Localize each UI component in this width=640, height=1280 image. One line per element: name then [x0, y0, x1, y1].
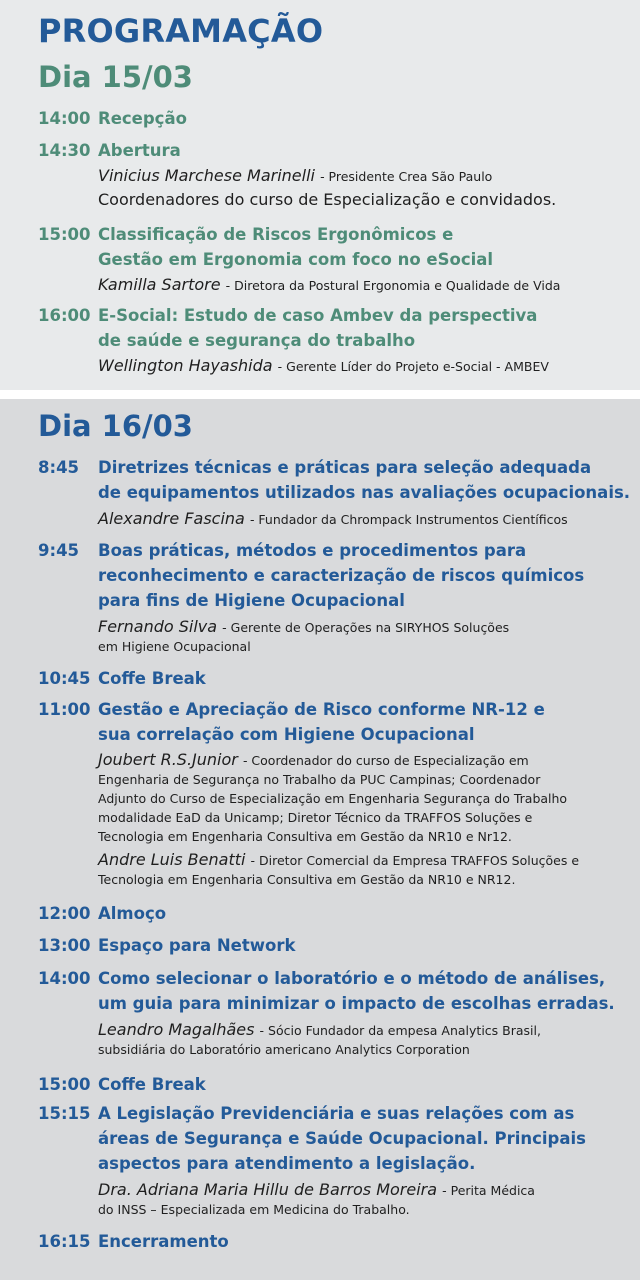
speaker-role-line: modalidade EaD da Unicamp; Diretor Técnico da TRAFFOS Soluções e — [98, 810, 533, 825]
speaker-name: Vinicius Marchese Marinelli — [98, 166, 315, 185]
speaker-name: Joubert R.S.Junior — [98, 750, 238, 769]
day1-section — [0, 0, 640, 390]
item-title-line: Como selecionar o laboratório e o método de análises, — [98, 969, 606, 988]
speaker-role-line: Adjunto do Curso de Especialização em Engenharia Segurança do Trabalho — [98, 791, 568, 806]
speaker-role-line: Tecnologia em Engenharia Consultiva em Gestão da NR10 e Nr12. — [98, 829, 512, 844]
item-title-line: de equipamentos utilizados nas avaliações ocupacionais. — [98, 483, 631, 502]
speaker-role-line: do INSS – Especializada em Medicina do Trabalho. — [98, 1202, 410, 1217]
speaker-name: Leandro Magalhães — [98, 1020, 255, 1039]
day2-title: Dia 16/03 — [38, 409, 193, 443]
speaker-role: - Fundador da Chrompack Instrumentos Científicos — [249, 512, 568, 527]
speaker-role-line: em Higiene Ocupacional — [98, 639, 251, 654]
item-title: Encerramento — [98, 1232, 229, 1251]
speaker-name: Kamilla Sartore — [98, 275, 221, 294]
speaker-line — [98, 1019, 541, 1041]
item-title-line: um guia para minimizar o impacto de escolhas erradas. — [98, 994, 615, 1013]
program-title: PROGRAMAÇÃO — [38, 12, 324, 50]
item-title: Coffe Break — [98, 669, 206, 688]
item-title-line: Classificação de Riscos Ergonômicos e — [98, 225, 454, 244]
speaker-name: Andre Luis Benatti — [98, 850, 246, 869]
speaker-role: - Perita Médica — [442, 1183, 535, 1198]
item-title-line: E-Social: Estudo de caso Ambev da perspectiva — [98, 306, 538, 325]
speaker-line — [98, 749, 529, 771]
speaker-name: Wellington Hayashida — [98, 356, 273, 375]
item-title-line: Boas práticas, métodos e procedimentos para — [98, 541, 527, 560]
speaker-role-line: subsidiária do Laboratório americano Analytics Corporation — [98, 1042, 470, 1057]
speaker-name: Dra. Adriana Maria Hillu de Barros Moreira — [98, 1180, 438, 1199]
item-time: 12:00 — [38, 904, 91, 923]
item-time: 15:00 — [38, 1075, 91, 1094]
item-title: Espaço para Network — [98, 936, 296, 955]
speaker-role-line: Engenharia de Segurança no Trabalho da PUC Campinas; Coordenador — [98, 772, 541, 787]
item-time: 16:15 — [38, 1232, 91, 1251]
day2-section — [0, 399, 640, 1280]
speaker-role: - Gerente de Operações na SIRYHOS Soluções — [222, 620, 510, 635]
speaker-name: Alexandre Fascina — [98, 509, 245, 528]
item-title: Abertura — [98, 141, 181, 160]
item-title: Coffe Break — [98, 1075, 206, 1094]
speaker-line — [98, 508, 568, 530]
speaker-role: - Diretora da Postural Ergonomia e Qualidade de Vida — [225, 278, 561, 293]
speaker-line — [98, 616, 509, 638]
item-time: 16:00 — [38, 306, 91, 325]
item-title-line: Diretrizes técnicas e práticas para seleção adequada — [98, 458, 592, 477]
item-title-line: áreas de Segurança e Saúde Ocupacional. Principais — [98, 1129, 586, 1148]
item-time: 14:00 — [38, 969, 91, 988]
item-title-line: reconhecimento e caracterização de riscos químicos — [98, 566, 585, 585]
day1-title: Dia 15/03 — [38, 60, 193, 94]
item-title-line: aspectos para atendimento a legislação. — [98, 1154, 476, 1173]
speaker-role: - Diretor Comercial da Empresa TRAFFOS Soluções e — [250, 853, 580, 868]
speaker-line — [98, 274, 560, 296]
speaker-line — [98, 355, 549, 377]
speaker-line — [98, 849, 579, 871]
speaker-name: Fernando Silva — [98, 617, 218, 636]
item-title: Almoço — [98, 904, 167, 923]
item-time: 14:30 — [38, 141, 91, 160]
item-time: 10:45 — [38, 669, 91, 688]
item-time: 8:45 — [38, 458, 80, 477]
item-title-line: Gestão e Apreciação de Risco conforme NR-12 e — [98, 700, 545, 719]
speaker-line — [98, 1179, 535, 1201]
item-time: 13:00 — [38, 936, 91, 955]
speaker-role: - Coordenador do curso de Especialização em — [242, 753, 529, 768]
item-title-line: para fins de Higiene Ocupacional — [98, 591, 405, 610]
speaker-role-line: Tecnologia em Engenharia Consultiva em Gestão da NR10 e NR12. — [98, 872, 516, 887]
speaker-role: - Sócio Fundador da empesa Analytics Brasil, — [259, 1023, 541, 1038]
item-time: 15:15 — [38, 1104, 91, 1123]
item-time: 9:45 — [38, 541, 80, 560]
item-time: 14:00 — [38, 109, 91, 128]
speaker-role: - Gerente Líder do Projeto e-Social - AMBEV — [277, 359, 549, 374]
item-title-line: A Legislação Previdenciária e suas relações com as — [98, 1104, 575, 1123]
item-time: 15:00 — [38, 225, 91, 244]
item-title-line: sua correlação com Higiene Ocupacional — [98, 725, 475, 744]
speaker-line — [98, 165, 492, 187]
item-note: Coordenadores do curso de Especialização e convidados. — [98, 190, 557, 209]
item-time: 11:00 — [38, 700, 91, 719]
item-title-line: Gestão em Ergonomia com foco no eSocial — [98, 250, 494, 269]
item-title-line: de saúde e segurança do trabalho — [98, 331, 416, 350]
item-title: Recepção — [98, 109, 187, 128]
speaker-role: - Presidente Crea São Paulo — [320, 169, 493, 184]
